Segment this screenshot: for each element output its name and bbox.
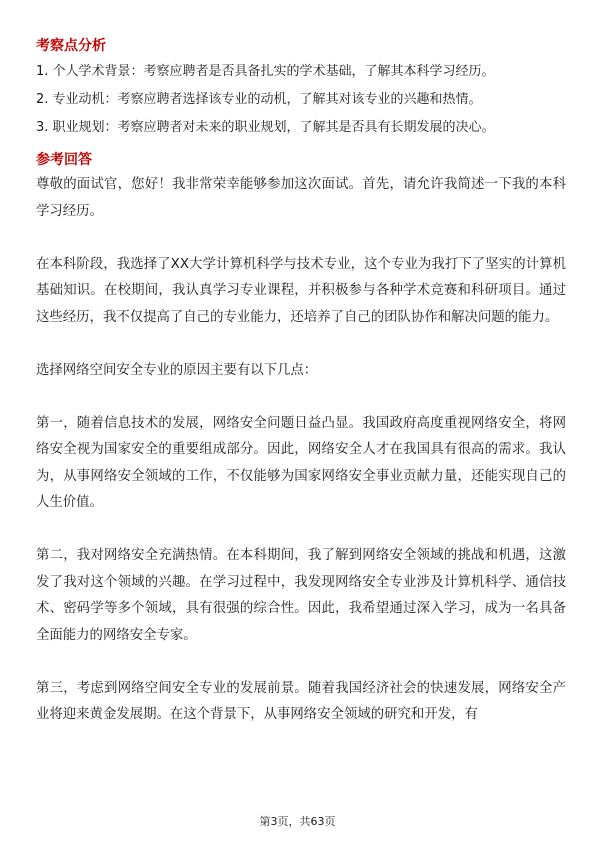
answer-paragraph-3: 选择网络空间安全专业的原因主要有以下几点： [36,362,318,378]
answer-paragraph-5: 第二，我对网络安全充满热情。在本科期间，我了解到网络安全领域的挑战和机遇，这激发了我对这个领域的兴趣。在学习过程中，我发现网络安全专业涉及计算机科学、通信技术、密码学等多个领域，具有很强的综合性。因此，我希望通过深入学习，成为一名具备全面能力的网络安全专家。 [36,548,566,643]
answer-paragraph-1: 尊敬的面试官，您好！我非常荣幸能够参加这次面试。首先，请允许我简述一下我的本科学习经历。 [36,177,566,219]
analysis-heading: 考察点分析 [36,38,106,54]
answer-paragraph-6: 第三，考虑到网络空间安全专业的发展前景。随着我国经济社会的快速发展，网络安全产业将迎来黄金发展期。在这个背景下，从事网络安全领域的研究和开发，有 [36,680,566,722]
document-page [36,34,566,729]
analysis-point-3: 3. 职业规划：考察应聘者对未来的职业规划，了解其是否具有长期发展的决心。 [36,120,495,135]
answer-heading: 参考回答 [36,152,92,168]
page-number: 第3页，共63页 [259,815,336,828]
answer-paragraph-2: 在本科阶段，我选择了XX大学计算机科学与技术专业，这个专业为我打下了坚实的计算机基础知识。在校期间，我认真学习专业课程，并积极参与各种学术竞赛和科研项目。通过这些经历，我不仅提高了自己的专业能力，还培养了自己的团队协作和解决问题的能力。 [36,256,566,325]
analysis-point-1: 1. 个人学术背景：考察应聘者是否具备扎实的学术基础，了解其本科学习经历。 [36,64,495,79]
answer-paragraph-4: 第一，随着信息技术的发展，网络安全问题日益凸显。我国政府高度重视网络安全，将网络安全视为国家安全的重要组成部分。因此，网络安全人才在我国具有很高的需求。我认为，从事网络安全领域的工作，不仅能够为国家网络安全事业贡献力量，还能实现自己的人生价值。 [36,415,566,510]
analysis-point-2: 2. 专业动机：考察应聘者选择该专业的动机，了解其对该专业的兴趣和热情。 [36,92,482,107]
